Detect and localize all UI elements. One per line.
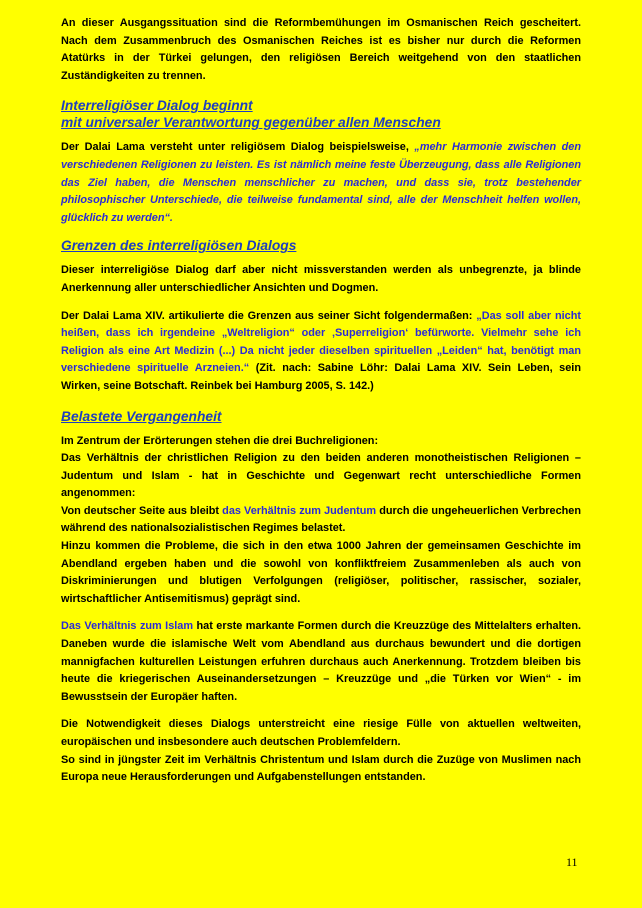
paragraph-line: Die Notwendigkeit dieses Dialogs unterstreicht eine riesige Fülle von aktuellen weltweiten, europäischen und insbesondere auch deutschen Problemfeldern. xyxy=(61,718,581,748)
paragraph-line: Im Zentrum der Erörterungen stehen die drei Buchreligionen: xyxy=(61,434,379,447)
paragraph-text: Der Dalai Lama versteht unter religiösem Dialog beispielsweise, xyxy=(61,141,415,154)
islam-relationship-highlight: Das Verhältnis zum Islam xyxy=(61,620,194,633)
paragraph-text: Der Dalai Lama XIV. artikulierte die Grenzen aus seiner Sicht folgendermaßen: xyxy=(61,309,477,322)
islam-relationship-paragraph xyxy=(61,618,581,706)
intro-paragraph: An dieser Ausgangssituation sind die Reformbemühungen im Osmanischen Reich gescheitert. Nach dem Zusammenbruch des Osmanischen Reiches ist es bisher nur durch die Reformen Atatürks in der Türkei gelungen, den religiösen Bereich weitgehend von den staatlichen Zuständigkeiten zu trennen. xyxy=(61,17,581,82)
medicine-quote: „Das soll aber nicht heißen, dass ich irgendeine „Weltreligion“ oder ‚Superreligion‘ befürworte. Vielmehr sehe ich Religion als eine Art Medizin (...) Da nicht jeder dieselben spirituellen „Leiden“ hat, benötigt man verschiedene spirituelle Arzneien.“ xyxy=(61,309,582,375)
section-dialog-limits xyxy=(61,237,581,395)
dalai-lama-limits-paragraph xyxy=(61,308,581,396)
dalai-lama-dialog-paragraph xyxy=(61,139,581,227)
section-heading-interreligious-dialog xyxy=(61,97,581,131)
book-religions-paragraph xyxy=(61,433,581,609)
paragraph-text: Von deutscher Seite aus bleibt xyxy=(61,504,223,517)
heading-line-1: Interreligiöser Dialog beginnt xyxy=(61,98,253,114)
paragraph-line: Hinzu kommen die Probleme, die sich in den etwa 1000 Jahren der gemeinsamen Geschichte im Abendland ergeben haben und die sowohl von konfliktfreiem Zusammenleben als auch von Diskriminierungen und blutigen Verfolgungen (religiöser, politischer, rassischer, sozialer, wirtschaftlicher Antisemitismus) geprägt sind. xyxy=(61,540,581,605)
judaism-relationship-highlight: das Verhältnis zum Judentum xyxy=(222,504,377,517)
paragraph-text: durch die ungeheuerlichen Verbrechen während des nationalsozialistischen Regimes belastet. xyxy=(61,504,581,535)
section-burdened-past xyxy=(61,408,581,787)
heading-line-2: mit universaler Verantwortung gegenüber allen Menschen xyxy=(61,115,441,131)
page-content xyxy=(61,15,581,787)
paragraph-line: Das Verhältnis der christlichen Religion zu den beiden anderen monotheistischen Religionen – Judentum und Islam - hat in Geschichte und Gegenwart recht unterschiedliche Formen angenommen: xyxy=(61,452,581,500)
dalai-lama-quote: „mehr Harmonie zwischen den verschiedenen Religionen zu leisten. Es ist nämlich meine feste Überzeugung, dass alle Religionen das Ziel haben, die Menschen menschlicher zu machen, und dass sie, trotz bestehender philosophischer Unterschiede, die teilweise fundamental sind, alle der Menschheit helfen wollen, glücklich zu werden“. xyxy=(61,141,581,224)
section-heading-dialog-limits: Grenzen des interreligiösen Dialogs xyxy=(61,238,297,254)
dialog-necessity-paragraph xyxy=(61,716,581,786)
paragraph-text: hat erste markante Formen durch die Kreuzzüge des Mittelalters erhalten. Daneben wurde die islamische Welt vom Abendland aus durchaus bewundert und die dortigen mannigfachen kulturellen Leistungen erfuhren durchaus auch Anerkennung. Trotzdem bleiben bis heute die kriegerischen Auseinandersetzungen – Kreuzzüge und „die Türken vor Wien“ - im Bewusstsein der Europäer haften. xyxy=(61,620,581,703)
section-interreligious-dialog xyxy=(61,97,581,227)
dialog-limits-paragraph: Dieser interreligiöse Dialog darf aber nicht missverstanden werden als unbegrenzte, ja blinde Anerkennung aller unterschiedlicher Ansichten und Dogmen. xyxy=(61,264,581,294)
section-heading-burdened-past: Belastete Vergangenheit xyxy=(61,408,222,424)
citation: (Zit. nach: Sabine Löhr: Dalai Lama XIV. Sein Leben, sein Wirken, seine Botschaft. Reinbek bei Hamburg 2005, S. 142.) xyxy=(61,362,581,392)
paragraph-line: So sind in jüngster Zeit im Verhältnis Christentum und Islam durch die Zuzüge von Muslimen nach Europa neue Herausforderungen und Aufgabenstellungen entstanden. xyxy=(61,753,581,784)
page-number: 11 xyxy=(566,855,578,869)
